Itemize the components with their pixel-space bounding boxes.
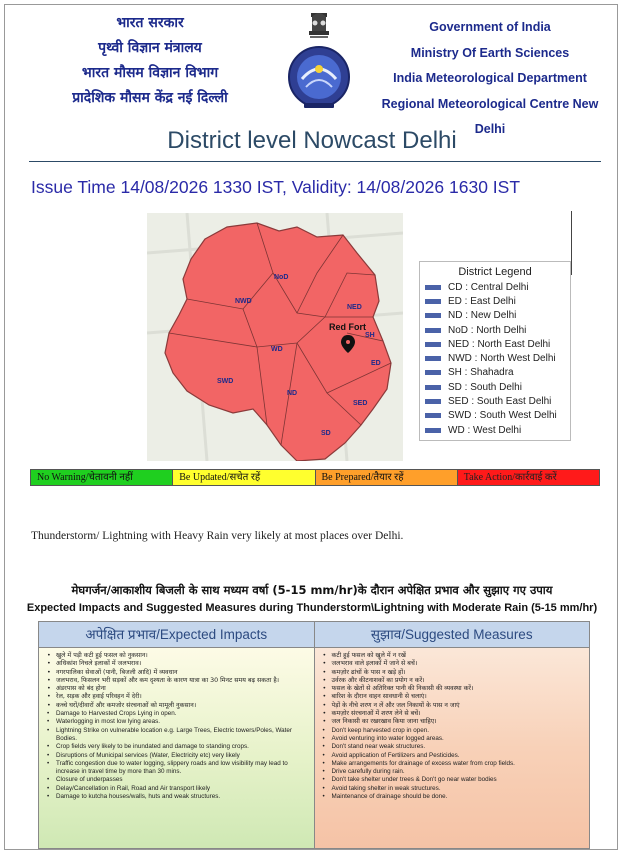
measure-item: • कटी हुई फसल को खुले में न रखें <box>323 652 586 660</box>
measure-item: • Don't stand near weak structures. <box>323 743 586 751</box>
measure-item: • कमज़ोर संरचनाओं में शरण लेने से बचें। <box>323 710 586 718</box>
impact-item: • Delay/Cancellation in Rail, Road and Air transport likely <box>47 785 310 793</box>
impact-item: • Lightning Strike on vulnerable location e.g. Large Trees, Electric towers/Poles, Water Bodies. <box>47 727 310 744</box>
legend-item <box>420 280 570 294</box>
english-header-line: Ministry Of Earth Sciences <box>410 45 570 60</box>
legend-label: SWD : South West Delhi <box>448 410 557 422</box>
suggested-measures-header: सुझाव/Suggested Measures <box>370 627 533 642</box>
legend-swatch <box>425 385 441 390</box>
measure-item: • Avoid taking shelter in weak structures. <box>323 785 586 793</box>
district-label: SD <box>321 430 331 437</box>
warning-be-updated: Be Updated/सचेत रहें <box>173 470 315 485</box>
warning-color-bar <box>30 469 600 486</box>
district-label: NoD <box>274 274 289 281</box>
legend-item <box>420 351 570 365</box>
measure-item: • बारिश के दौरान वाहन सावधानी से चलाएं। <box>323 693 586 701</box>
legend-swatch <box>425 299 441 304</box>
impact-item: • Crop fields very likely to be inundated and damage to standing crops. <box>47 743 310 751</box>
legend-swatch <box>425 370 441 375</box>
district-label: SED <box>353 400 368 407</box>
legend-label: NoD : North Delhi <box>448 324 527 336</box>
measure-item: • Don't keep harvested crop in open. <box>323 727 586 735</box>
hindi-header-line: भारत मौसम विज्ञान विभाग <box>81 65 219 81</box>
legend-item <box>420 380 570 394</box>
map-divider <box>571 211 572 275</box>
warning-no-warning: No Warning/चेतावनी नहीं <box>31 470 173 485</box>
legend-label: SED : South East Delhi <box>448 396 552 408</box>
legend-label: SD : South Delhi <box>448 381 522 393</box>
legend-label: SH : Shahadra <box>448 367 514 379</box>
measure-item: • Avoid application of Fertilizers and Pesticides. <box>323 752 586 760</box>
page-title: District level Nowcast Delhi <box>167 127 457 154</box>
district-label: ND <box>287 390 298 397</box>
impact-item: • जलभराव, फिसलन भरी सड़कों और कम दृश्यता के कारण यात्रा का 30 मिनट समय बढ़ सकता है। <box>47 677 310 685</box>
measure-item: • पेड़ों के नीचे शरण न लें और जल निकायों के पास न जाएं <box>323 702 586 710</box>
warning-be-prepared: Be Prepared/तैयार रहें <box>316 470 458 485</box>
measure-item: • Maintenance of drainage should be done. <box>323 793 586 801</box>
suggested-measures-column <box>315 648 590 848</box>
district-label: ED <box>371 360 381 367</box>
hindi-header-line: पृथ्वी विज्ञान मंत्रालय <box>98 40 202 56</box>
measure-item: • कमज़ोर ढांचों के पास न खड़े हों। <box>323 669 586 677</box>
english-header-line: India Meteorological Department <box>393 71 587 85</box>
imd-emblem-logo <box>284 9 354 117</box>
district-map <box>147 213 403 461</box>
expected-impacts-header: अपेक्षित प्रभाव/Expected Impacts <box>39 622 315 647</box>
measure-item: • जलभराव वाले इलाकों में जाने से बचें। <box>323 660 586 668</box>
district-label: SWD <box>217 378 234 385</box>
impact-item: • Traffic congestion due to water logging, slippery roads and low visibility may lead to increase in travel time by more than 30 mins. <box>47 760 310 777</box>
impact-item: • Closure of underpasses <box>47 776 310 784</box>
impacts-table <box>38 621 590 849</box>
legend-item <box>420 366 570 380</box>
legend-swatch <box>425 328 441 333</box>
ashoka-emblem-icon <box>309 13 329 38</box>
forecast-text: Thunderstorm/ Lightning with Heavy Rain very likely at most places over Delhi. <box>31 530 404 542</box>
english-header-line: Regional Meteorological Centre New Delhi <box>381 96 599 136</box>
legend-item <box>420 294 570 308</box>
impacts-heading-english: Expected Impacts and Suggested Measures during Thunderstorm\Lightning with Moderate Rain (5-15 mm/hr) <box>26 602 598 614</box>
district-label: NWD <box>235 298 252 305</box>
impact-item: • रेल, सड़क और हवाई परिवहन में देरी। <box>47 693 310 701</box>
impacts-heading-hindi: मेघगर्जन/आकाशीय बिजली के साथ मध्यम वर्षा (5-15 mm/hr)के दौरान अपेक्षित प्रभाव और सुझाए गए उपाय <box>71 583 553 597</box>
impact-item: • Disruptions of Municipal services (Water, Electricity etc) very likely <box>47 752 310 760</box>
measure-item: • Drive carefully during rain. <box>323 768 586 776</box>
legend-label: NWD : North West Delhi <box>448 353 556 365</box>
hindi-header-line: प्रादेशिक मौसम केंद्र नई दिल्ली <box>72 90 228 106</box>
legend-item <box>420 423 570 437</box>
measure-item: • फसल के खेतों से अतिरिक्त पानी की निकासी की व्यवस्था करें। <box>323 685 586 693</box>
legend-swatch <box>425 342 441 347</box>
impact-item: • Damage to kutcha houses/walls, huts and weak structures. <box>47 793 310 801</box>
impact-item: • खुले में पड़ी कटी हुई फसल को नुकसान। <box>47 652 310 660</box>
legend-swatch <box>425 413 441 418</box>
legend-label: CD : Central Delhi <box>448 281 529 293</box>
expected-impacts-column <box>39 648 315 848</box>
english-header <box>365 15 615 143</box>
legend-label: ED : East Delhi <box>448 295 516 307</box>
english-header-line: Government of India <box>429 20 551 34</box>
impact-item: • अधिकांश निचले इलाकों में जलभराव। <box>47 660 310 668</box>
district-label: WD <box>271 346 283 353</box>
district-label: SH <box>365 332 375 339</box>
legend-swatch <box>425 399 441 404</box>
legend-label: WD : West Delhi <box>448 424 522 436</box>
impact-item: • कच्चे घरों/दीवारों और कमजोर संरचनाओं को मामूली नुकसान। <box>47 702 310 710</box>
legend-item <box>420 323 570 337</box>
legend-swatch <box>425 313 441 318</box>
hindi-header <box>35 11 265 111</box>
district-label: NED <box>347 304 362 311</box>
hindi-header-line: भारत सरकार <box>116 15 184 31</box>
legend-swatch <box>425 356 441 361</box>
legend-item <box>420 309 570 323</box>
legend-title: District Legend <box>458 266 532 278</box>
red-fort-label: Red Fort <box>329 322 366 332</box>
district-legend <box>419 261 571 441</box>
measure-item: • Avoid venturing into water logged areas. <box>323 735 586 743</box>
measure-item: • Make arrangements for drainage of excess water from crop fields. <box>323 760 586 768</box>
impact-item: • अंडरपास को बंद होना <box>47 685 310 693</box>
legend-item <box>420 394 570 408</box>
warning-take-action: Take Action/कार्रवाई करें <box>458 470 599 485</box>
legend-label: NED : North East Delhi <box>448 338 551 350</box>
legend-label: ND : New Delhi <box>448 310 517 322</box>
measure-item: • जल निकासी का रखरखाव किया जाना चाहिए। <box>323 718 586 726</box>
title-divider <box>29 161 601 162</box>
legend-item <box>420 337 570 351</box>
impact-item: • नगरपालिका सेवाओं (पानी, बिजली आदि) में व्यवधान <box>47 669 310 677</box>
impact-item: • Damage to Harvested Crops Lying in open. <box>47 710 310 718</box>
issue-time: Issue Time 14/08/2026 1330 IST, Validity: 14/08/2026 1630 IST <box>31 177 521 197</box>
impacts-table-header <box>39 622 589 648</box>
legend-swatch <box>425 428 441 433</box>
impact-item: • Waterlogging in most low lying areas. <box>47 718 310 726</box>
legend-item <box>420 409 570 423</box>
legend-swatch <box>425 285 441 290</box>
measure-item: • उर्वरक और कीटनाशकों का प्रयोग न करें। <box>323 677 586 685</box>
nowcast-page <box>4 4 618 850</box>
measure-item: • Don't take shelter under trees & Don't go near water bodies <box>323 776 586 784</box>
